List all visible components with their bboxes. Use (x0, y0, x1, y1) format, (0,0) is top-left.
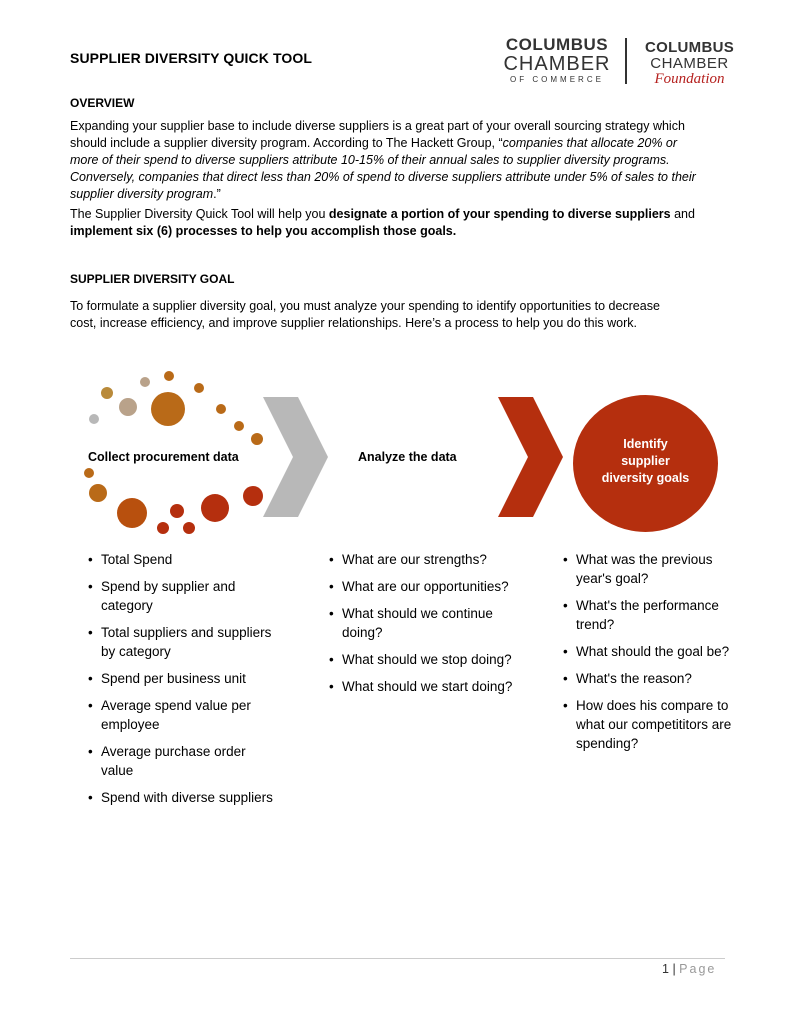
overview-line (70, 152, 730, 169)
text-run: and (670, 207, 695, 221)
page-footer (662, 962, 716, 976)
page-title: SUPPLIER DIVERSITY QUICK TOOL (70, 50, 312, 66)
text-run: Expanding your supplier base to include diverse suppliers is a great part of your overall sourcing strategy which (70, 119, 685, 133)
overview-paragraph (70, 118, 730, 203)
text-run: should include a supplier diversity program. According to The Hackett Group, “ (70, 136, 503, 150)
quote-run: Conversely, companies that direct less than 20% of spend to diverse suppliers attribute under 5% of sales to their (70, 170, 696, 184)
list-item: • What should we start doing? (329, 677, 514, 696)
overview-line (70, 186, 730, 203)
collect-data-list (88, 550, 273, 815)
chamber-of-commerce-logo (497, 36, 617, 84)
logo-divider (625, 38, 627, 84)
goal-paragraph (70, 298, 730, 332)
gray-chevron-arrow (263, 397, 328, 517)
page-number: 1 (662, 962, 669, 976)
list-item: • Total Spend (88, 550, 273, 569)
list-item: • What should we continue doing? (329, 604, 514, 642)
list-item: • What's the reason? (563, 669, 748, 688)
list-item: • What should we stop doing? (329, 650, 514, 669)
text-run: .” (213, 187, 221, 201)
goal-title-line: supplier (621, 454, 670, 468)
quick-tool-paragraph (70, 206, 730, 240)
overview-heading: OVERVIEW (70, 96, 135, 110)
list-item: • Total suppliers and suppliers by category (88, 623, 273, 661)
goal-heading: SUPPLIER DIVERSITY GOAL (70, 272, 235, 286)
red-chevron-arrow (498, 397, 563, 517)
overview-line (70, 135, 730, 152)
logo-line2: CHAMBER (503, 53, 611, 75)
columbus-chamber-logo (497, 36, 742, 88)
bold-run: designate a portion of your spending to diverse suppliers (328, 207, 671, 221)
quote-run: companies that allocate 20% or (502, 136, 678, 150)
quote-run: supplier diversity program (70, 187, 214, 201)
list-item: • Spend with diverse suppliers (88, 788, 273, 807)
analyze-data-list (329, 550, 514, 704)
foundation-logo-line1: COLUMBUS (644, 39, 735, 56)
goal-title-line: Identify (623, 437, 668, 451)
list-item: • Average purchase order value (88, 742, 273, 780)
page-label: Page (679, 962, 717, 976)
list-item: • Average spend value per employee (88, 696, 273, 734)
list-item: • Spend per business unit (88, 669, 273, 688)
logo-line3: OF COMMERCE (510, 75, 604, 84)
collect-data-title: Collect procurement data (88, 450, 239, 464)
goal-line: To formulate a supplier diversity goal, you must analyze your spending to identify opportunities to decrease (70, 299, 660, 313)
identify-goals-title (573, 436, 718, 487)
bold-run: implement six (6) processes to help you accomplish those goals. (70, 224, 457, 238)
overview-line (70, 169, 730, 186)
overview-line (70, 118, 730, 135)
quick-tool-line (70, 223, 730, 240)
foundation-logo-line3: Foundation (654, 71, 725, 87)
list-item: • How does his compare to what our competititors are spending? (563, 696, 748, 753)
analyze-data-title: Analyze the data (358, 450, 457, 464)
list-item: • Spend by supplier and category (88, 577, 273, 615)
identify-goals-list (563, 550, 748, 761)
list-item: • What's the performance trend? (563, 596, 748, 634)
footer-divider (70, 958, 725, 959)
logo-line1: COLUMBUS (505, 35, 609, 54)
chamber-foundation-logo (637, 40, 742, 87)
list-item: • What was the previous year's goal? (563, 550, 748, 588)
quick-tool-line (70, 206, 730, 223)
list-item: • What are our opportunities? (329, 577, 514, 596)
text-run: The Supplier Diversity Quick Tool will help you (70, 207, 329, 221)
quote-run: more of their spend to diverse suppliers attribute 10-15% of their annual sales to supplier diversity programs. (70, 153, 670, 167)
list-item: • What should the goal be? (563, 642, 748, 661)
goal-title-line: diversity goals (601, 471, 690, 485)
goal-line: cost, increase efficiency, and improve supplier relationships. Here’s a process to help you do this work. (70, 316, 637, 330)
foundation-logo-line2: CHAMBER (650, 55, 729, 72)
list-item: • What are our strengths? (329, 550, 514, 569)
footer-separator: | (672, 962, 676, 976)
